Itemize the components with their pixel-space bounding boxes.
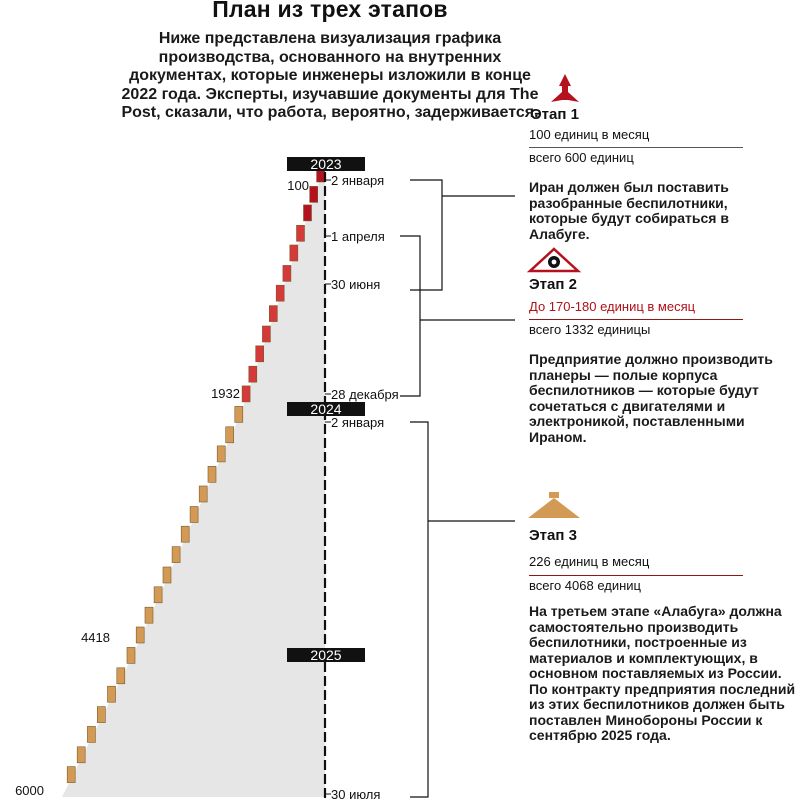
stage-3-title: Этап 3 (529, 527, 577, 544)
bracket-shape (410, 422, 428, 797)
monthly-step-bar (199, 486, 207, 502)
monthly-step-bar (163, 567, 171, 583)
date-label: 2 января (331, 173, 385, 188)
monthly-step-bar (226, 427, 234, 443)
phase-bracket (400, 236, 515, 396)
monthly-step-bar (208, 466, 216, 482)
monthly-step-bar (256, 346, 264, 362)
stage-2-rule (529, 319, 743, 320)
drone-rocket-icon (551, 74, 579, 102)
phase-bracket (410, 180, 515, 290)
stage-2-title: Этап 2 (529, 276, 577, 293)
stage-1-rule (529, 147, 743, 148)
monthly-step-bar (117, 668, 125, 684)
stage-1-title: Этап 1 (531, 106, 579, 123)
date-label: 28 декабря (331, 387, 399, 402)
monthly-step-bar (145, 607, 153, 623)
monthly-step-bar (304, 205, 312, 221)
stage-1-description: Иран должен был поставить разобранные беспилотники, которые будут собираться в Алабуге. (529, 179, 729, 242)
monthly-step-bar (235, 406, 243, 422)
chart-title: План из трех этапов (212, 0, 448, 22)
monthly-step-bar (269, 306, 277, 322)
monthly-step-bar (217, 446, 225, 462)
monthly-step-bar (181, 526, 189, 542)
stage-3-total: всего 4068 единиц (529, 578, 641, 593)
monthly-step-bar (242, 386, 250, 402)
date-label: 1 апреля (331, 229, 385, 244)
year-label: 2024 (310, 401, 342, 417)
stage-2-total: всего 1332 единицы (529, 322, 651, 337)
date-label: 30 июля (331, 787, 381, 800)
date-label: 2 января (331, 415, 385, 430)
monthly-step-bar (87, 726, 95, 742)
monthly-step-bar (77, 747, 85, 763)
year-label: 2025 (310, 647, 342, 663)
monthly-step-bar (97, 707, 105, 723)
monthly-step-bar (172, 547, 180, 563)
monthly-step-bar (283, 265, 291, 281)
stage-3-rule (529, 575, 743, 576)
monthly-step-bar (297, 225, 305, 241)
drone-factory-icon (528, 492, 580, 518)
intro-text: Ниже представлена визуализация графика производства, основанного на внутренних документах, которые инженеры изложили в конце 2022 года. Эксперты, изучавшие документы для The Post, сказали, что работа, вероятно, задерживается. (121, 30, 539, 121)
stage-2-description: Предприятие должно производить планеры — полые корпуса беспилотников — которые будут сочетаться с двигателями и электроникой, поставленными Ираном. (529, 351, 773, 445)
value-label: 100 (287, 178, 309, 193)
monthly-step-bar (290, 245, 298, 261)
stage-3-description: На третьем этапе «Алабуга» должна самостоятельно производить беспилотники, построенные из материалов и комплектующих, в основном поставляемых из России. По контракту предприятия последний из этих беспилотников должен быть поставлен Минобороны России к сентябрю 2025 года. (529, 603, 796, 743)
monthly-step-bar (67, 767, 75, 783)
monthly-step-bar (154, 587, 162, 603)
monthly-step-bar (276, 285, 284, 301)
phase-bracket (410, 422, 515, 797)
stage-1-total: всего 600 единиц (529, 150, 634, 165)
monthly-step-bar (127, 647, 135, 663)
monthly-step-bar (136, 627, 144, 643)
stage-1-rate: 100 единиц в месяц (529, 127, 650, 142)
value-label: 1932 (211, 386, 240, 401)
monthly-step-bar (190, 507, 198, 523)
monthly-step-bar (249, 366, 257, 382)
monthly-step-bar (108, 686, 116, 702)
value-label: 6000 (15, 783, 44, 798)
value-label: 4418 (81, 630, 110, 645)
monthly-step-bar (310, 186, 318, 202)
drone-gear-icon (530, 249, 578, 271)
stage-3-rate: 226 единиц в месяц (529, 554, 650, 569)
bracket-shape (400, 236, 420, 396)
monthly-step-bar (262, 326, 270, 342)
stage-2-rate: До 170-180 единиц в месяц (529, 299, 696, 314)
bracket-shape (410, 180, 442, 290)
date-label: 30 июня (331, 277, 381, 292)
year-label: 2023 (310, 156, 342, 172)
